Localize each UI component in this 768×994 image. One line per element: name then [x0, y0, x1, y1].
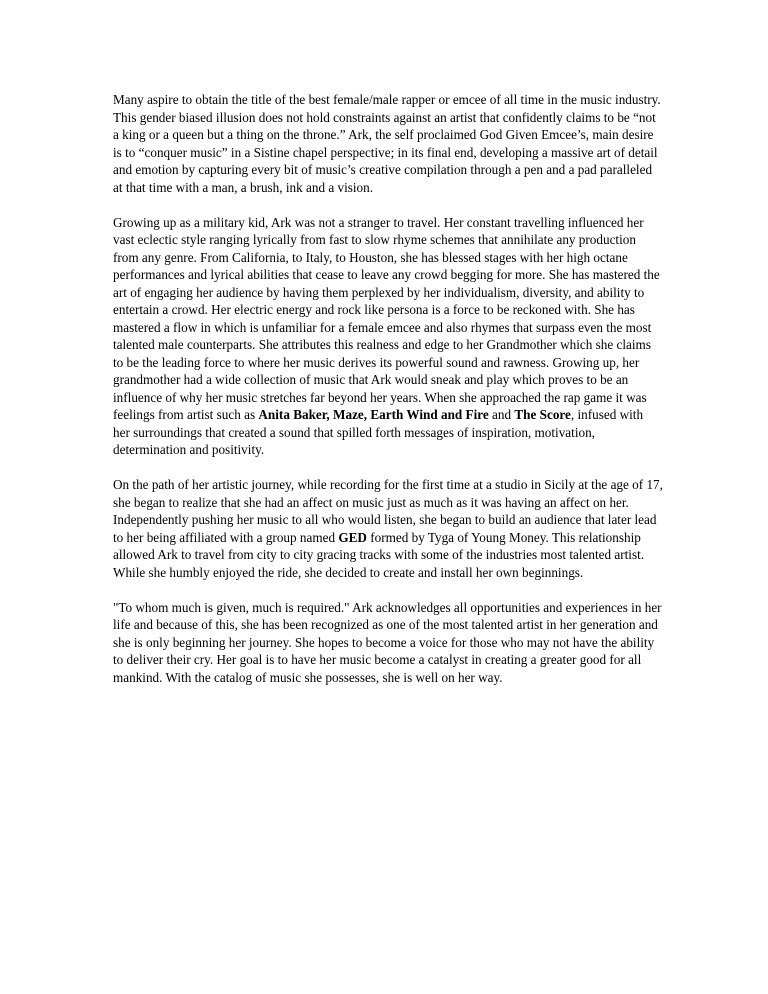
paragraph-journey [113, 476, 663, 581]
paragraph-background-text: Growing up as a military kid, Ark was not a stranger to travel. Her constant travelling influenced her vast eclectic style ranging lyrically from fast to slow rhyme schemes that annihilate any production from any genre. From California, to Italy, to Houston, she has blessed stages with her high octane performances and lyrical abilities that cease to leave any crowd begging for more. She has mastered the art of engaging her audience by having them perplexed by her individualism, diversity, and ability to entertain a crowd. Her electric energy and rock like persona is a force to be reckoned with. She has mastered a flow in which is unfamiliar for a female emcee and also rhymes that surpass even the most talented male counterparts. She attributes this realness and edge to her Grandmother which she claims to be the leading force to where her music derives its powerful sound and rawness. Growing up, her grandmother had a wide collection of music that Ark would sneak and play which proves to be an influence of why her music stretches far beyond her years. When she approached the rap game it was feelings from artist such as [113, 214, 660, 422]
paragraph-background [113, 214, 663, 459]
paragraph-background-connector: and [488, 407, 515, 422]
paragraph-background-ending: , infused with her surroundings that created a sound that spilled forth messages of inspiration, motivation, determination and positivity. [113, 407, 644, 457]
paragraph-intro: Many aspire to obtain the title of the best female/male rapper or emcee of all time in the music industry. This gender biased illusion does not hold constraints against an artist that confidently claims to be “not a king or a queen but a thing on the throne.” Ark, the self proclaimed God Given Emcee’s, main desire is to “conquer music” in a Sistine chapel perspective; in its final end, developing a massive art of detail and emotion by capturing every bit of music’s creative compilation through a pen and a pad paralleled at that time with a man, a brush, ink and a vision. [113, 92, 661, 195]
group-name-ged: GED [338, 529, 367, 545]
paragraph-journey-ending: formed by Tyga of Young Money. This relationship allowed Ark to travel from city to city gracing tracks with some of the industries most talented artist. While she humbly enjoyed the ride, she decided to create and install her own beginnings. [113, 529, 645, 580]
paragraph-closing: "To whom much is given, much is required." Ark acknowledges all opportunities and experiences in her life and because of this, she has been recognized as one of the most talented artist in her generation and she is only beginning her journey. She hopes to become a voice for those who may not have the ability to deliver their cry. Her goal is to have her music become a catalyst in creating a greater good for all mankind. With the catalog of music she possesses, she is well on her way. [113, 599, 662, 685]
document-body [113, 91, 663, 704]
influences-artists: Anita Baker, Maze, Earth Wind and Fire [258, 407, 489, 422]
paragraph-journey-text: On the path of her artistic journey, while recording for the first time at a studio in Sicily at the age of 17, she began to realize that she had an affect on music just as much as it was having an affect on her. Independently pushing her music to all who would listen, she began to build an audience that later lead to her being affiliated with a group named [113, 477, 663, 545]
influence-the-score: The Score [514, 407, 571, 422]
